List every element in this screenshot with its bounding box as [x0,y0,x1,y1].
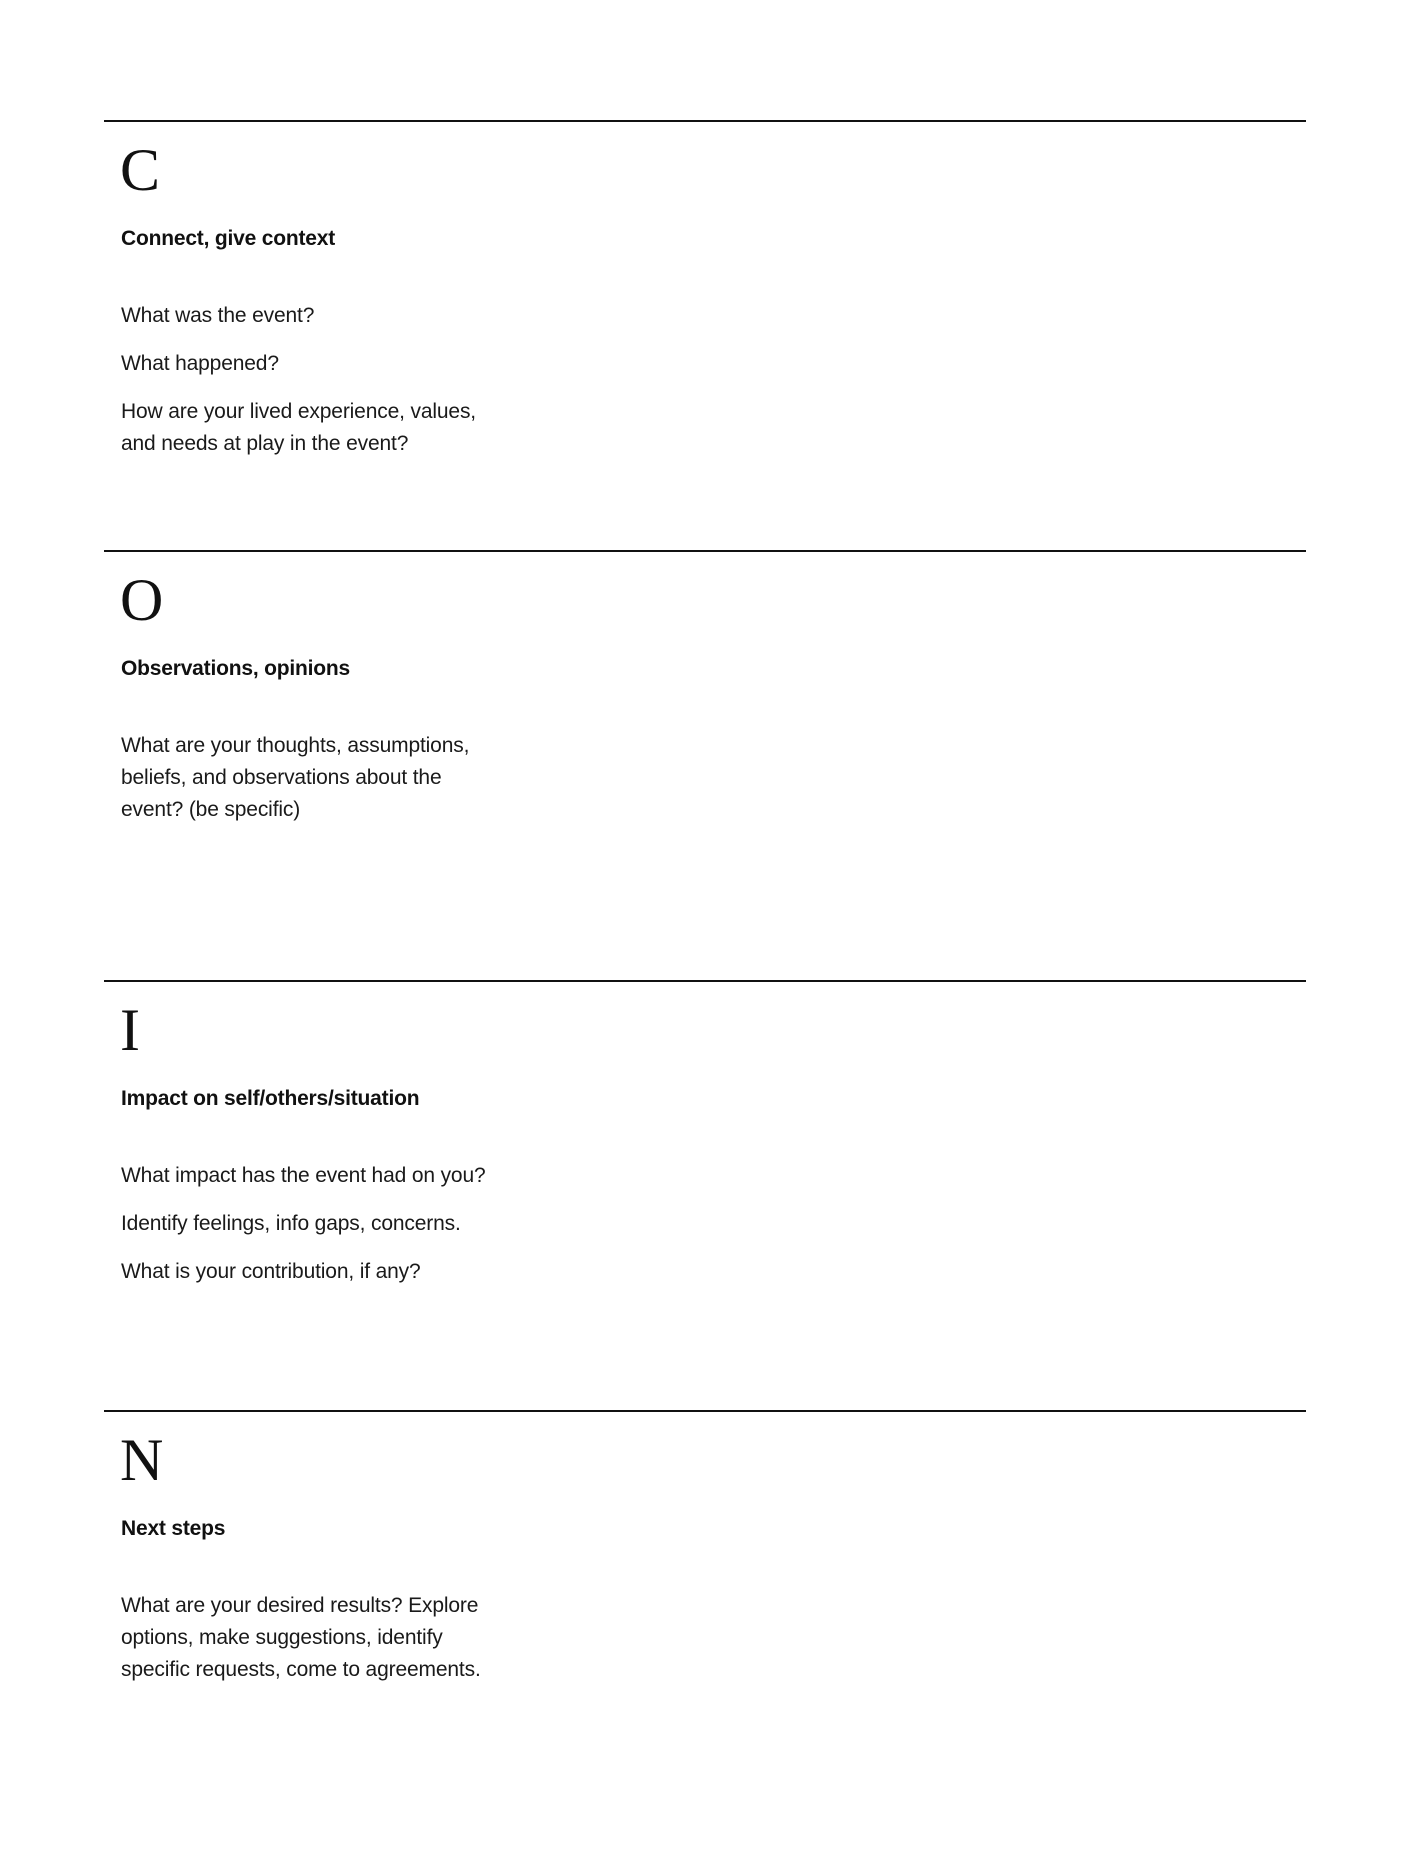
prompt-paragraph [121,348,551,380]
section-connect [104,120,1306,550]
prompt-paragraph [121,730,551,826]
prompt-line: and needs at play in the event? [121,432,409,455]
section-body [121,1160,551,1304]
section-letter: N [120,1427,164,1493]
section-letter: C [120,137,161,203]
section-letter: O [120,567,164,633]
prompt-line: options, make suggestions, identify [121,1626,443,1649]
prompt-line: What are your desired results? Explore [121,1594,479,1617]
section-observations [104,550,1306,980]
prompt-line: What impact has the event had on you? [121,1164,486,1187]
prompt-line: What are your thoughts, assumptions, [121,734,470,757]
prompt-line: What was the event? [121,304,315,327]
section-divider [104,1410,1306,1412]
section-letter: I [120,997,140,1063]
prompt-paragraph [121,300,551,332]
section-divider [104,980,1306,982]
section-divider [104,550,1306,552]
prompt-paragraph [121,396,551,460]
prompt-paragraph [121,1256,551,1288]
section-heading: Observations, opinions [121,657,350,680]
section-body [121,1590,551,1702]
prompt-line: Identify feelings, info gaps, concerns. [121,1212,461,1235]
section-divider [104,120,1306,122]
prompt-line: beliefs, and observations about the [121,766,442,789]
prompt-line: What happened? [121,352,279,375]
section-heading: Connect, give context [121,227,336,250]
section-body [121,730,551,842]
section-impact [104,980,1306,1410]
prompt-line: How are your lived experience, values, [121,400,476,423]
section-next-steps [104,1410,1306,1840]
prompt-paragraph [121,1590,551,1686]
section-heading: Next steps [121,1517,226,1540]
prompt-line: What is your contribution, if any? [121,1260,421,1283]
prompt-paragraph [121,1160,551,1192]
prompt-line: specific requests, come to agreements. [121,1658,481,1681]
section-body [121,300,551,476]
prompt-line: event? (be specific) [121,798,301,821]
prompt-paragraph [121,1208,551,1240]
section-heading: Impact on self/others/situation [121,1087,420,1110]
